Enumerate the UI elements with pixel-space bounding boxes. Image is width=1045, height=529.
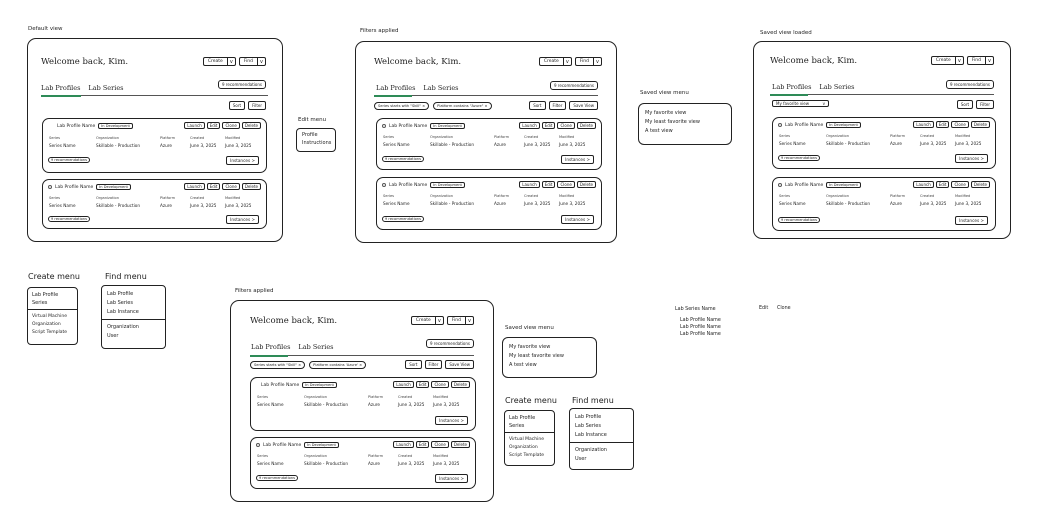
label-find-menu: Find menu <box>105 272 147 281</box>
edit-button[interactable]: Edit <box>416 441 430 448</box>
saved-view-select[interactable]: My favorite view v <box>772 100 829 107</box>
create-button[interactable]: Create v <box>411 316 444 325</box>
label-default-view: Default view <box>28 26 63 32</box>
status-badge: In Development <box>826 122 861 128</box>
clone-button[interactable]: Clone <box>222 183 239 190</box>
launch-button[interactable]: Launch <box>519 181 539 188</box>
lab-profile-card[interactable]: Lab Profile Name In Development Launch Edit Clone Delete Series Series Name Organization Skillable - Production Platform Azure Created June 3, 2025 Modified June 3, 2025 9 recommendations Instances > <box>42 118 267 173</box>
label-saved-view-menu: Saved view menu <box>640 90 689 96</box>
menu-item-organization[interactable]: Organization <box>575 447 607 453</box>
card-name[interactable]: Lab Profile Name <box>785 182 824 188</box>
status-badge: In Development <box>430 123 465 129</box>
recommendations-button[interactable]: 9 recommendations <box>218 80 266 89</box>
card-name[interactable]: Lab Profile Name <box>263 442 302 448</box>
lab-series-name-header: Lab Series Name <box>675 307 716 312</box>
edit-button[interactable]: Edit <box>936 121 950 128</box>
menu-item-virtual-machine[interactable]: Virtual Machine <box>509 437 544 442</box>
filter-chip[interactable]: Platform contains 'Azure' × <box>309 361 366 369</box>
status-badge: In Development <box>826 182 861 188</box>
lab-profile-card[interactable]: Lab Profile Name In Development Launch Edit Clone Delete Series Series Name Organization Skillable - Production Platform Azure Created June 3, 2025 Modified June 3, 2025 9 recommendations Instances > <box>772 177 996 231</box>
find-button[interactable]: Find v <box>575 57 602 66</box>
tab-lab-series[interactable]: Lab Series <box>88 84 124 92</box>
edit-button[interactable]: Edit <box>207 122 221 129</box>
label-filters-applied-2: Filters applied <box>235 288 274 294</box>
recommendations-button[interactable]: 9 recommendations <box>946 80 994 89</box>
label-create-menu-2: Create menu <box>505 396 557 405</box>
delete-button[interactable]: Delete <box>577 122 596 129</box>
edit-link[interactable]: Edit <box>759 306 769 311</box>
instances-button[interactable]: Instances > <box>435 474 468 483</box>
instances-button[interactable]: Instances > <box>561 155 594 164</box>
recommendations-button[interactable]: 9 recommendations <box>550 81 598 90</box>
card-recommendations-badge[interactable]: 9 recommendations <box>382 156 424 162</box>
instances-button[interactable]: Instances > <box>955 154 988 163</box>
tab-lab-series[interactable]: Lab Series <box>819 83 855 91</box>
chevron-down-icon: v <box>822 101 825 106</box>
launch-button[interactable]: Launch <box>184 183 204 190</box>
filter-button[interactable]: Filter <box>549 101 567 110</box>
clone-button[interactable]: Clone <box>557 122 574 129</box>
clone-link[interactable]: Clone <box>777 306 791 311</box>
chevron-down-icon: v <box>435 317 443 324</box>
lab-profile-card[interactable]: Lab Profile Name In Development Launch Edit Clone Delete Series Series Name Organization Skillable - Production Platform Azure Created June 3, 2025 Modified June 3, 2025 9 recommendations Instances > <box>376 118 602 170</box>
edit-button[interactable]: Edit <box>936 181 950 188</box>
checkbox[interactable] <box>382 124 386 128</box>
label-create-menu: Create menu <box>28 272 80 281</box>
lab-profile-card[interactable]: Lab Profile Name In Development Launch Edit Clone Delete Series Series Name Organization Skillable - Production Platform Azure Created June 3, 2025 Modified June 3, 2025 9 recommendations Instances > <box>250 437 476 489</box>
menu-item-lab-instance[interactable]: Lab Instance <box>575 432 607 438</box>
tab-lab-series[interactable]: Lab Series <box>298 343 334 351</box>
create-menu <box>27 287 78 345</box>
card-recommendations-badge[interactable]: 9 recommendations <box>48 157 90 163</box>
menu-item-saved-view[interactable]: My least favorite view <box>509 353 564 359</box>
sort-button[interactable]: Sort <box>529 101 545 110</box>
name-list <box>680 317 721 338</box>
lab-profile-card[interactable]: Lab Profile Name In Development Launch Edit Clone Delete Series Series Name Organization Skillable - Production Platform Azure Created June 3, 2025 Modified June 3, 2025 9 recommendations Instances > <box>42 179 267 229</box>
lab-profile-card[interactable]: Lab Profile Name In Development Launch Edit Clone Delete Series Series Name Organization Skillable - Production Platform Azure Created June 3, 2025 Modified June 3, 2025 9 recommendations Instances > <box>772 117 996 169</box>
save-view-button[interactable]: Save View <box>445 360 474 369</box>
menu-item-user[interactable]: User <box>575 456 587 462</box>
launch-button[interactable]: Launch <box>393 441 413 448</box>
card-recommendations-badge[interactable]: 9 recommendations <box>48 216 90 222</box>
clone-button[interactable]: Clone <box>557 181 574 188</box>
checkbox[interactable] <box>382 183 386 187</box>
card-name[interactable]: Lab Profile Name <box>261 382 300 388</box>
tab-lab-series[interactable]: Lab Series <box>423 84 459 92</box>
filter-button[interactable]: Filter <box>976 100 994 109</box>
menu-item-lab-profile[interactable]: Lab Profile <box>575 414 602 420</box>
filter-button[interactable]: Filter <box>248 101 266 110</box>
menu-item-saved-view[interactable]: My favorite view <box>645 110 687 116</box>
page-title: Welcome back, Kim. <box>250 316 338 326</box>
menu-item-organization[interactable]: Organization <box>509 445 538 450</box>
chevron-down-icon: v <box>955 57 963 64</box>
chevron-down-icon: v <box>257 58 265 65</box>
create-button[interactable]: Create v <box>539 57 572 66</box>
find-button[interactable]: Find v <box>239 57 266 66</box>
status-badge: In Development <box>98 123 133 129</box>
menu-item-instructions[interactable]: Instructions <box>302 140 332 146</box>
menu-item-lab-series[interactable]: Lab Series <box>575 423 601 429</box>
clone-button[interactable]: Clone <box>951 121 968 128</box>
frame-filters-applied-2 <box>230 300 494 502</box>
menu-item-lab-profile[interactable]: Lab Profile <box>107 291 134 297</box>
find-button[interactable]: Find v <box>447 316 474 325</box>
launch-button[interactable]: Launch <box>393 381 413 388</box>
label-find-menu-2: Find menu <box>572 396 614 405</box>
menu-item-script-template[interactable]: Script Template <box>32 330 68 335</box>
page-title: Welcome back, Kim. <box>770 56 858 66</box>
chevron-down-icon: v <box>563 58 571 65</box>
saved-view-menu-2 <box>502 337 597 378</box>
create-button[interactable]: Create v <box>931 56 964 65</box>
tab-lab-profiles[interactable]: Lab Profiles <box>41 84 81 92</box>
menu-item-script-template[interactable]: Script Template <box>509 453 545 458</box>
card-name[interactable]: Lab Profile Name <box>785 122 824 128</box>
menu-item-series[interactable]: Series <box>509 423 525 429</box>
delete-button[interactable]: Delete <box>451 381 470 388</box>
status-badge: In Development <box>302 382 337 388</box>
find-menu-2 <box>569 408 634 470</box>
list-item: Lab Profile Name <box>680 332 721 337</box>
frame-default-view <box>27 38 283 242</box>
checkbox[interactable] <box>48 185 52 189</box>
checkbox[interactable] <box>778 183 782 187</box>
menu-item-profile[interactable]: Profile <box>302 132 318 138</box>
card-name[interactable]: Lab Profile Name <box>389 182 428 188</box>
recommendations-button[interactable]: 9 recommendations <box>426 339 474 348</box>
instances-button[interactable]: Instances > <box>226 156 259 165</box>
menu-item-saved-view[interactable]: A test view <box>509 362 537 368</box>
menu-item-lab-series[interactable]: Lab Series <box>107 300 133 306</box>
status-badge: In Development <box>304 442 339 448</box>
page-title: Welcome back, Kim. <box>41 57 129 67</box>
label-filters-applied: Filters applied <box>360 28 399 34</box>
clone-button[interactable]: Clone <box>431 381 448 388</box>
lab-profile-card[interactable]: Lab Profile Name In Development Launch Edit Clone Delete Series Series Name Organization Skillable - Production Platform Azure Created June 3, 2025 Modified June 3, 2025 9 recommendations Instances > <box>376 177 602 230</box>
filter-button[interactable]: Filter <box>425 360 443 369</box>
menu-item-organization[interactable]: Organization <box>107 324 139 330</box>
sort-button[interactable]: Sort <box>229 101 245 110</box>
menu-item-saved-view[interactable]: A test view <box>645 128 673 134</box>
find-button[interactable]: Find v <box>967 56 994 65</box>
chevron-down-icon: v <box>465 317 473 324</box>
chevron-down-icon: v <box>227 58 235 65</box>
delete-button[interactable]: Delete <box>971 121 990 128</box>
list-item: Lab Profile Name <box>680 325 721 330</box>
status-badge: In Development <box>430 182 465 188</box>
menu-item-user[interactable]: User <box>107 333 119 339</box>
lab-profile-card[interactable]: Lab Profile Name In Development Launch Edit Clone Delete Series Series Name Organization Skillable - Production Platform Azure Created June 3, 2025 Modified June 3, 2025 Instances > <box>250 377 476 431</box>
instances-button[interactable]: Instances > <box>226 215 259 224</box>
edit-menu <box>296 128 336 152</box>
label-saved-view-loaded: Saved view loaded <box>760 30 812 36</box>
checkbox[interactable] <box>778 123 782 127</box>
sort-button[interactable]: Sort <box>957 100 973 109</box>
delete-button[interactable]: Delete <box>577 181 596 188</box>
edit-button[interactable]: Edit <box>416 381 430 388</box>
sort-button[interactable]: Sort <box>405 360 421 369</box>
delete-button[interactable]: Delete <box>242 183 261 190</box>
menu-item-saved-view[interactable]: My favorite view <box>509 344 551 350</box>
status-badge: In Development <box>96 184 131 190</box>
saved-view-menu <box>638 103 732 145</box>
chevron-down-icon: v <box>985 57 993 64</box>
instances-button[interactable]: Instances > <box>561 215 594 224</box>
card-name[interactable]: Lab Profile Name <box>389 123 428 129</box>
edit-button[interactable]: Edit <box>542 181 556 188</box>
label-saved-view-menu-2: Saved view menu <box>505 325 554 331</box>
launch-button[interactable]: Launch <box>519 122 539 129</box>
filter-chip[interactable]: Series starts with "Skill" × <box>374 102 429 110</box>
instances-button[interactable]: Instances > <box>955 216 988 225</box>
filter-chip[interactable]: Series starts with "Skill" × <box>250 361 305 369</box>
launch-button[interactable]: Launch <box>913 181 933 188</box>
delete-button[interactable]: Delete <box>242 122 261 129</box>
instances-button[interactable]: Instances > <box>435 416 468 425</box>
create-button[interactable]: Create v <box>203 57 236 66</box>
launch-button[interactable]: Launch <box>913 121 933 128</box>
delete-button[interactable]: Delete <box>971 181 990 188</box>
menu-item-saved-view[interactable]: My least favorite view <box>645 119 700 125</box>
frame-saved-view-loaded <box>753 41 1011 239</box>
menu-item-virtual-machine[interactable]: Virtual Machine <box>32 314 67 319</box>
save-view-button[interactable]: Save View <box>569 101 598 110</box>
list-item: Lab Profile Name <box>680 318 721 323</box>
launch-button[interactable]: Launch <box>184 122 204 129</box>
find-menu <box>101 285 166 349</box>
page-title: Welcome back, Kim. <box>374 57 462 67</box>
card-name[interactable]: Lab Profile Name <box>55 184 94 190</box>
menu-item-organization[interactable]: Organization <box>32 322 61 327</box>
clone-button[interactable]: Clone <box>222 122 239 129</box>
create-menu-2 <box>504 410 555 466</box>
card-recommendations-badge[interactable]: 9 recommendations <box>382 216 424 222</box>
clone-button[interactable]: Clone <box>951 181 968 188</box>
menu-item-lab-profile[interactable]: Lab Profile <box>32 292 59 298</box>
tab-lab-profiles[interactable]: Lab Profiles <box>376 84 416 92</box>
filter-chip[interactable]: Platform contains "Azure" × <box>433 102 491 110</box>
card-recommendations-badge[interactable]: 9 recommendations <box>256 475 298 481</box>
chevron-down-icon: v <box>593 58 601 65</box>
checkbox[interactable] <box>256 443 260 447</box>
edit-button[interactable]: Edit <box>207 183 221 190</box>
menu-item-series[interactable]: Series <box>32 300 48 306</box>
tab-lab-profiles[interactable]: Lab Profiles <box>772 83 812 91</box>
tab-lab-profiles[interactable]: Lab Profiles <box>251 343 291 351</box>
menu-item-lab-profile[interactable]: Lab Profile <box>509 415 536 421</box>
clone-button[interactable]: Clone <box>431 441 448 448</box>
label-edit-menu: Edit menu <box>298 117 327 123</box>
edit-button[interactable]: Edit <box>542 122 556 129</box>
frame-filters-applied <box>355 41 617 243</box>
card-name[interactable]: Lab Profile Name <box>57 123 96 129</box>
delete-button[interactable]: Delete <box>451 441 470 448</box>
card-recommendations-badge[interactable]: 9 recommendations <box>778 217 820 223</box>
card-recommendations-badge[interactable]: 9 recommendations <box>778 155 820 161</box>
menu-item-lab-instance[interactable]: Lab Instance <box>107 309 139 315</box>
